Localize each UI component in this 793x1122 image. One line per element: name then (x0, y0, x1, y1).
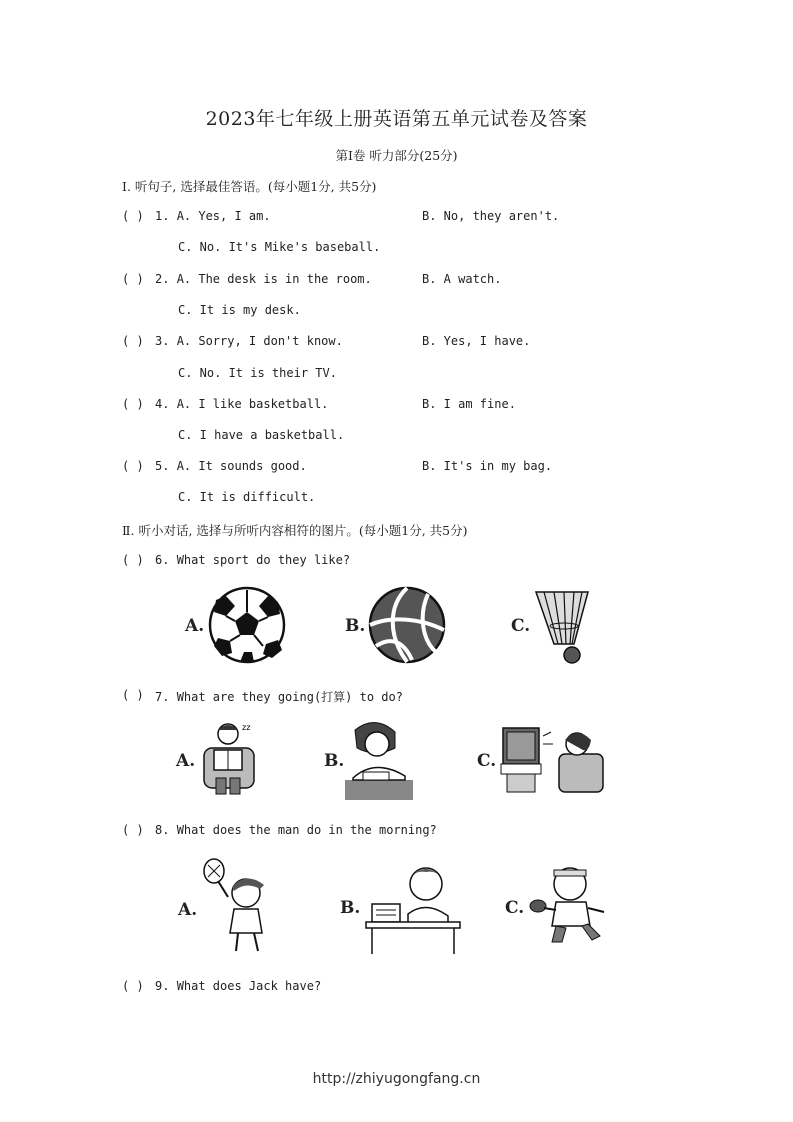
option-b: B. I am fine. (422, 397, 516, 411)
part-subtitle: 第Ⅰ卷 听力部分(25分) (335, 148, 458, 163)
choice-label-a: A. (178, 900, 198, 920)
soccer-ball-image (208, 586, 286, 664)
option-c: C. No. It is their TV. (178, 366, 337, 380)
question-text: 4. A. I like basketball. (155, 397, 329, 411)
choice-label-c: C. (477, 751, 497, 771)
choice-label-b: B. (340, 898, 361, 918)
answer-blank[interactable]: ( ) (122, 553, 144, 567)
footer-url[interactable]: http://zhiyugongfang.cn (312, 1071, 481, 1087)
option-b: B. Yes, I have. (422, 334, 531, 348)
choice-label-c: C. (505, 898, 525, 918)
section1-heading: Ⅰ. 听句子, 选择最佳答语。(每小题1分, 共5分) (122, 179, 377, 194)
question-text: 3. A. Sorry, I don't know. (155, 334, 343, 348)
answer-blank[interactable]: ( ) (122, 397, 144, 411)
boy-ping-pong-image (526, 862, 616, 950)
volleyball-image (368, 586, 446, 664)
svg-text:zz: zz (242, 723, 251, 732)
answer-blank[interactable]: ( ) (122, 459, 144, 473)
option-b: B. A watch. (422, 272, 502, 286)
option-b: B. It's in my bag. (422, 459, 553, 473)
option-c: C. It is difficult. (178, 490, 316, 504)
option-c: C. I have a basketball. (178, 428, 345, 442)
option-c: C. It is my desk. (178, 303, 301, 317)
section2-heading: Ⅱ. 听小对话, 选择与所听内容相符的图片。(每小题1分, 共5分) (122, 523, 468, 538)
question-text: 5. A. It sounds good. (155, 459, 307, 473)
choice-label-c: C. (511, 616, 531, 636)
question-text: 7. What are they going(打算) to do? (155, 690, 403, 704)
question-text: 8. What does the man do in the morning? (155, 823, 437, 837)
choice-label-b: B. (345, 616, 366, 636)
question-text: 2. A. The desk is in the room. (155, 272, 372, 286)
shuttlecock-image (532, 586, 592, 666)
answer-blank[interactable]: ( ) (122, 688, 144, 702)
choice-label-a: A. (185, 616, 205, 636)
answer-blank[interactable]: ( ) (122, 334, 144, 348)
girl-watching-tv-image (499, 722, 607, 798)
question-text: 1. A. Yes, I am. (155, 209, 271, 223)
boy-at-desk-image (362, 860, 464, 956)
question-text: 6. What sport do they like? (155, 553, 351, 567)
page-title: 2023年七年级上册英语第五单元试卷及答案 (205, 108, 588, 130)
answer-blank[interactable]: ( ) (122, 979, 144, 993)
option-b: B. No, they aren't. (422, 209, 560, 223)
answer-blank[interactable]: ( ) (122, 823, 144, 837)
man-reading-image (198, 718, 260, 800)
girl-tennis-image (200, 857, 278, 957)
answer-blank[interactable]: ( ) (122, 209, 144, 223)
answer-blank[interactable]: ( ) (122, 272, 144, 286)
boy-writing-image (345, 718, 413, 800)
option-c: C. No. It's Mike's baseball. (178, 240, 381, 254)
choice-label-a: A. (176, 751, 196, 771)
question-text: 9. What does Jack have? (155, 979, 322, 993)
choice-label-b: B. (324, 751, 345, 771)
